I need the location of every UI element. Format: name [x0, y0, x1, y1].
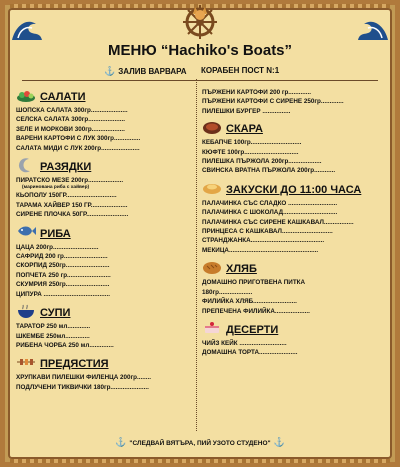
menu-item: ЧИЙЗ КЕЙК ...........................: [202, 339, 287, 347]
menu-item: ПАЛАЧИНКА С ШОКОЛАД...............................: [202, 209, 338, 217]
ship-wheel-dog-icon: [180, 2, 220, 40]
menu-item: КЬОПОЛУ 150ГР.............................: [16, 192, 117, 200]
menu-item: МЕКИЦА...................................................: [202, 246, 319, 254]
menu-item: ПРИНЦЕСА С КАШКАВАЛ.............................: [202, 228, 333, 236]
menu-item: САЛАТА МИДИ С ЛУК 200гр......................: [16, 144, 140, 152]
anchor-icon: ⚓: [273, 437, 285, 447]
soup-icon: [16, 303, 36, 324]
section-heading: [16, 304, 194, 322]
menu-item: ПИЛЕШКИ БУРГЕР ................: [202, 107, 291, 115]
menu-section: [202, 181, 384, 259]
menu-item: ТАРАТОР 250 мл.............: [16, 323, 91, 331]
section-title: ХЛЯБ: [226, 263, 257, 276]
menu-item: ДОМАШНА ТОРТА......................: [202, 349, 298, 357]
menu-item: СИРЕНЕ ПЛОЧКА 50ГР........................: [16, 211, 129, 219]
anchor-icon: ⚓: [115, 437, 127, 447]
menu-section: [16, 355, 194, 396]
section-title: САЛАТИ: [40, 91, 86, 103]
section-heading: [16, 88, 194, 106]
footer-slogan: ⚓ "СЛЕДВАЙ ВЯТЪРА, ПИЙ УЗОТО СТУДЕНО" ⚓: [115, 437, 285, 447]
section-heading: [202, 321, 384, 339]
left-column: [16, 88, 194, 397]
menu-section: [16, 158, 194, 224]
section-title: ДЕСЕРТИ: [226, 323, 279, 336]
menu-item: ЗЕЛЕ И МОРКОВИ 300гр...................: [16, 125, 125, 133]
menu-item: ПЪРЖЕНИ КАРТОФИ С СИРЕНЕ 250гр.............: [202, 98, 344, 106]
fries-items: [202, 88, 384, 120]
menu-item: ПИЛЕШКА ПЪРЖОЛА 200гр...................: [202, 158, 322, 166]
menu-section: [202, 321, 384, 362]
menu-item: (маринована риба с хайвер): [22, 185, 90, 191]
section-title: РИБА: [40, 227, 71, 240]
menu-item: 180гр...................: [202, 288, 253, 296]
menu-item: ПАЛАЧИНКА СЪС СИРЕНЕ КАШКАВАЛ.................: [202, 218, 354, 226]
menu-item: ШОПСКА САЛАТА 300гр.....................: [16, 107, 128, 114]
rope-border-bottom: [10, 459, 390, 463]
menu-item: КЮФТЕ 100гр...............................: [202, 148, 299, 156]
menu-item: САФРИД 200 гр.........................: [16, 253, 108, 261]
menu-section: [202, 260, 384, 320]
header-divider: [22, 80, 378, 81]
menu-section: [16, 304, 194, 354]
menu-item: СТРАНДЖАНКА..........................................: [202, 237, 325, 245]
menu-item: ДОМАШНО ПРИГОТВЕНА ПИТКА: [202, 279, 306, 287]
menu-item: СКОРПИД 250гр.........................: [16, 262, 110, 270]
skewer-icon: [16, 354, 36, 375]
menu-item: ПАЛАЧИНКА СЪС СЛАДКО ............................: [202, 199, 338, 207]
menu-item: ВАРЕНИ КАРТОФИ С ЛУК 300гр...............: [16, 135, 141, 143]
section-title: ПРЕДЯСТИЯ: [40, 358, 109, 371]
section-title: СКАРА: [226, 123, 263, 136]
section-heading: [202, 181, 384, 199]
section-heading: [202, 260, 384, 278]
section-title: СУПИ: [40, 307, 71, 320]
menu-item: ЦАЦА 200гр..........................: [16, 243, 99, 251]
menu-title: МЕНЮ “Hachiko's Boats”: [107, 42, 293, 59]
menu-item: СВИНСКА ВРАТНА ПЪРЖОЛА 200гр............: [202, 167, 336, 175]
menu-item: ПОПЧЕТА 250 гр.........................: [16, 271, 111, 279]
location-subtitle: ⚓ ЗАЛИВ ВАРВАРА: [104, 66, 187, 76]
menu-item: СКУМРИЯ 250гр.........................: [16, 281, 110, 289]
post-subtitle: КОРАБЕН ПОСТ N:1: [201, 66, 280, 75]
menu-section: [16, 88, 194, 157]
menu-item: ПИРАТСКО МЕЗЕ 200гр....................: [16, 177, 124, 185]
menu-item: ХРУПКАВИ ПИЛЕШКИ ФИЛЕНЦА 200гр........: [16, 374, 152, 382]
wave-icon: [356, 14, 390, 44]
menu-item: ПОДЛУЧЕНИ ТИКВИЧКИ 180гр......................: [16, 383, 149, 391]
salad-icon: [16, 87, 36, 108]
anchor-icon: ⚓: [104, 66, 116, 76]
section-heading: [16, 158, 194, 176]
section-title: РАЗЯДКИ: [40, 161, 92, 174]
wave-icon: [10, 14, 44, 44]
section-heading: [16, 225, 194, 243]
moon-icon: [16, 157, 36, 178]
menu-item: ЦИПУРА ......................................: [16, 290, 110, 298]
cake-icon: [202, 319, 222, 340]
fish-icon: [16, 223, 36, 244]
menu-section: [202, 120, 384, 180]
menu-item: ПРЕПЕЧЕНА ФИЛИЙКА....................: [202, 307, 310, 315]
menu-item: ПЪРЖЕНИ КАРТОФИ 200 гр.............: [202, 89, 312, 96]
grill-icon: [202, 119, 222, 140]
menu-item: ФИЛИЙКА ХЛЯБ.........................: [202, 298, 297, 306]
section-heading: [16, 355, 194, 373]
menu-item: КЕБАПЧЕ 100гр.............................: [202, 139, 302, 147]
section-title: ЗАКУСКИ ДО 11:00 ЧАСА: [226, 183, 362, 196]
breakfast-icon: [202, 179, 222, 200]
menu-item: ШКЕМБЕ 250мл..............: [16, 332, 90, 340]
section-heading: [202, 120, 384, 138]
menu-section: [16, 225, 194, 303]
menu-item: ТАРАМА ХАЙВЕР 150 ГР.....................: [16, 201, 128, 209]
menu-item: РИБЕНА ЧОРБА 250 мл..............: [16, 341, 114, 349]
column-divider: [196, 79, 197, 431]
menu-item: СЕЛСКА САЛАТА 300гр.....................: [16, 116, 125, 124]
right-column: [202, 88, 384, 363]
bread-icon: [202, 259, 222, 280]
